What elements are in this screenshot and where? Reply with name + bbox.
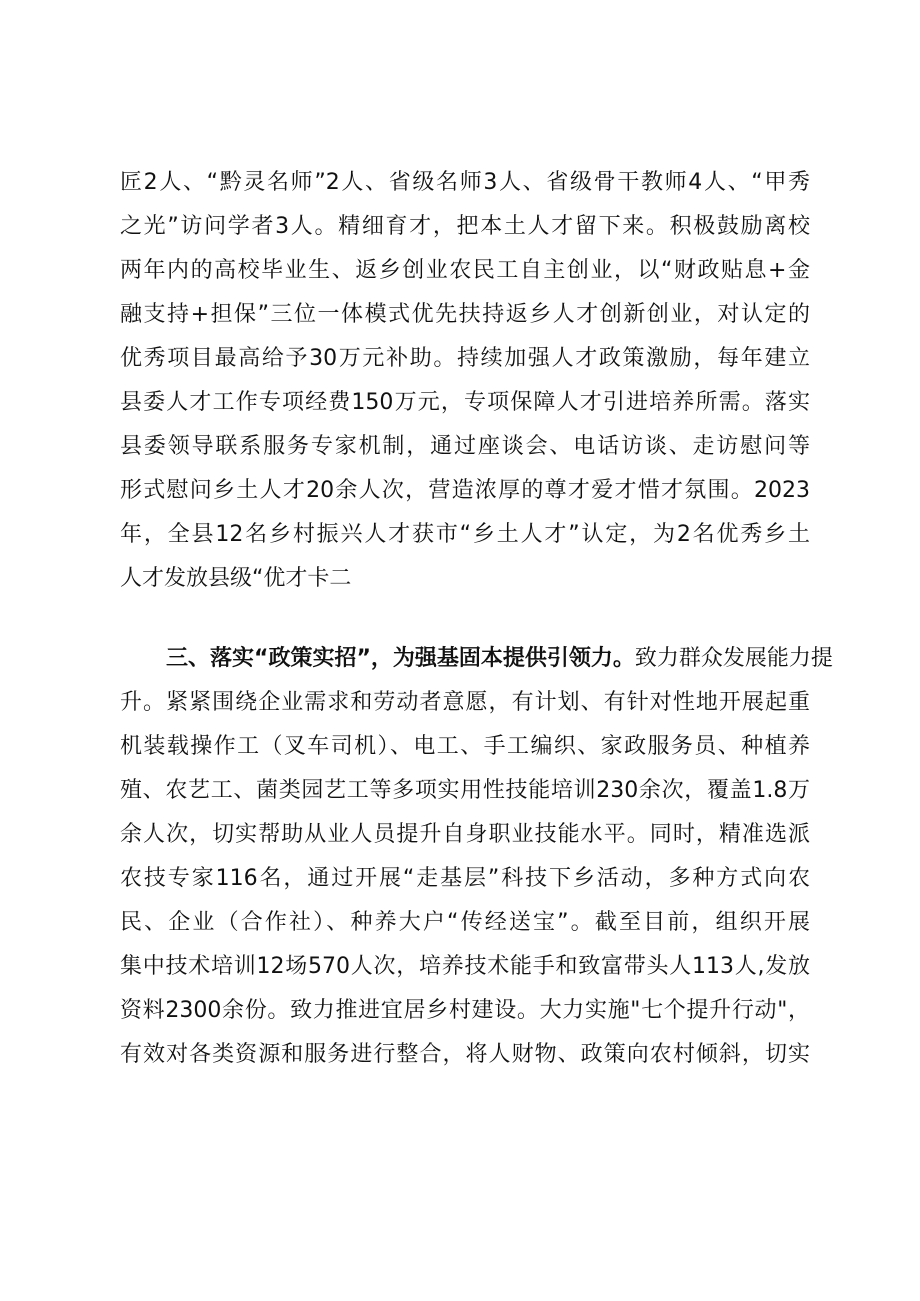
paragraph-line: 优秀项目最高给予30万元补助。持续加强人才政策激励，每年建立 [120,346,810,371]
section-heading: 三、落实“政策实招”，为强基固本提供引领力。 [166,646,635,671]
paragraph-line: 有效对各类资源和服务进行整合，将人财物、政策向农村倾斜，切实 [120,1042,810,1067]
paragraph-line: 两年内的高校毕业生、返乡创业农民工自主创业，以“财政贴息+金 [120,258,810,283]
paragraph-line: 殖、农艺工、菌类园艺工等多项实用性技能培训230余次，覆盖1.8万 [120,778,810,803]
paragraph-line: 形式慰问乡土人才20余人次，营造浓厚的尊才爱才惜才氛围。2023 [120,478,810,503]
paragraph-line: 之光”访问学者3人。精细育才，把本土人才留下来。积极鼓励离校 [120,214,810,239]
paragraph-line: 余人次，切实帮助从业人员提升自身职业技能水平。同时，精准选派 [120,822,810,847]
section-heading-rest: 致力群众发展能力提 [634,646,833,671]
paragraph-line: 县委人才工作专项经费150万元，专项保障人才引进培养所需。落实 [120,390,810,415]
paragraph-line: 农技专家116名，通过开展“走基层”科技下乡活动，多种方式向农 [120,866,810,891]
paragraph-line: 资料2300余份。致力推进宜居乡村建设。大力实施"七个提升行动"， [120,998,810,1023]
paragraph-line: 机装载操作工（叉车司机）、电工、手工编织、家政服务员、种植养 [120,734,810,759]
paragraph-line: 升。紧紧围绕企业需求和劳动者意愿，有计划、有针对性地开展起重 [120,690,810,715]
paragraph-line: 县委领导联系服务专家机制，通过座谈会、电话访谈、走访慰问等 [120,434,810,459]
paragraph-line: 集中技术培训12场570人次，培养技术能手和致富带头人113人,发放 [120,954,810,979]
paragraph-line: 民、企业（合作社）、种养大户“传经送宝”。截至目前，组织开展 [120,910,810,935]
paragraph-line: 融支持+担保”三位一体模式优先扶持返乡人才创新创业，对认定的 [120,302,810,327]
paragraph-line: 匠2人、“黔灵名师”2人、省级名师3人、省级骨干教师4人、“甲秀 [120,170,810,195]
paragraph-line: 年，全县12名乡村振兴人才获市“乡土人才”认定，为2名优秀乡土 [120,522,810,547]
paragraph-line: 人才发放县级“优才卡二 [120,566,352,591]
section-heading-line [166,644,833,674]
